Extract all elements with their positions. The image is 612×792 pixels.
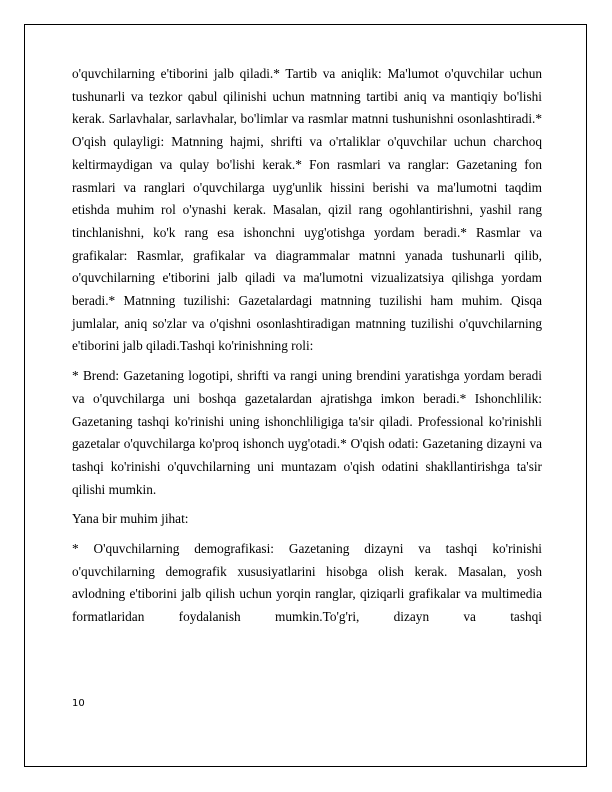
- paragraph-3: Yana bir muhim jihat:: [72, 511, 189, 527]
- page-number: 10: [72, 698, 85, 709]
- page-content: [72, 63, 542, 636]
- paragraph-4: * O'quvchilarning demografikasi: Gazetaning dizayni va tashqi ko'rinishi o'quvchilarning demografik xususiyatlarini hisobga olish kerak. Masalan, yosh avlodning e'tiborini jalb qilish uchun yorqin ranglar, qiziqarli grafikalar va multimedia formatlaridan foydalanish mumkin.To'g'ri, dizayn va tashqi: [72, 541, 542, 625]
- paragraph-2: * Brend: Gazetaning logotipi, shrifti va rangi uning brendini yaratishga yordam beradi va o'quvchilarga uni boshqa gazetalardan ajratishga imkon beradi.* Ishonchlilik: Gazetaning tashqi ko'rinishi uning ishonchliligiga ta'sir qiladi. Professional ko'rinishli gazetalar o'quvchilarga ko'proq ishonch uyg'otadi.* O'qish odati: Gazetaning dizayni va tashqi ko'rinishi o'quvchilarning uni muntazam o'qish odatini shakllantirishga ta'sir qilishi mumkin.: [72, 368, 542, 497]
- paragraph-1: o'quvchilarning e'tiborini jalb qiladi.* Tartib va aniqlik: Ma'lumot o'quvchilar uchun tushunarli va tezkor qabul qilinishi uchun matnning tartibi aniq va mantiqiy bo'lishi kerak. Sarlavhalar, sarlavhalar, bo'limlar va rasmlar matnni tushunishni osonlashtiradi.* O'qish qulayligi: Matnning hajmi, shrifti va o'rtaliklar o'quvchilar uchun charchoq keltirmaydigan va qulay bo'lishi kerak.* Fon rasmlari va ranglar: Gazetaning fon rasmlari va ranglari o'quvchilarga uyg'unlik hissini berishi va ma'lumotni taqdim etishda muhim rol o'ynashi kerak. Masalan, qizil rang ogohlantirishni, yashil rang tinchlanishni, ko'k rang esa ishonchni uyg'otishga yordam beradi.* Rasmlar va grafikalar: Rasmlar, grafikalar va diagrammalar matnni yanada tushunarli qilib, o'quvchilarning e'tiborini jalb qiladi va ma'lumotni vizualizatsiya qilishga yordam beradi.* Matnning tuzilishi: Gazetalardagi matnning tuzilishi ham muhim. Qisqa jumlalar, aniq so'zlar va o'qishni osonlashtiradigan matnning tuzilishi o'quvchilarning e'tiborini jalb qiladi.Tashqi ko'rinishning roli:: [72, 66, 542, 354]
